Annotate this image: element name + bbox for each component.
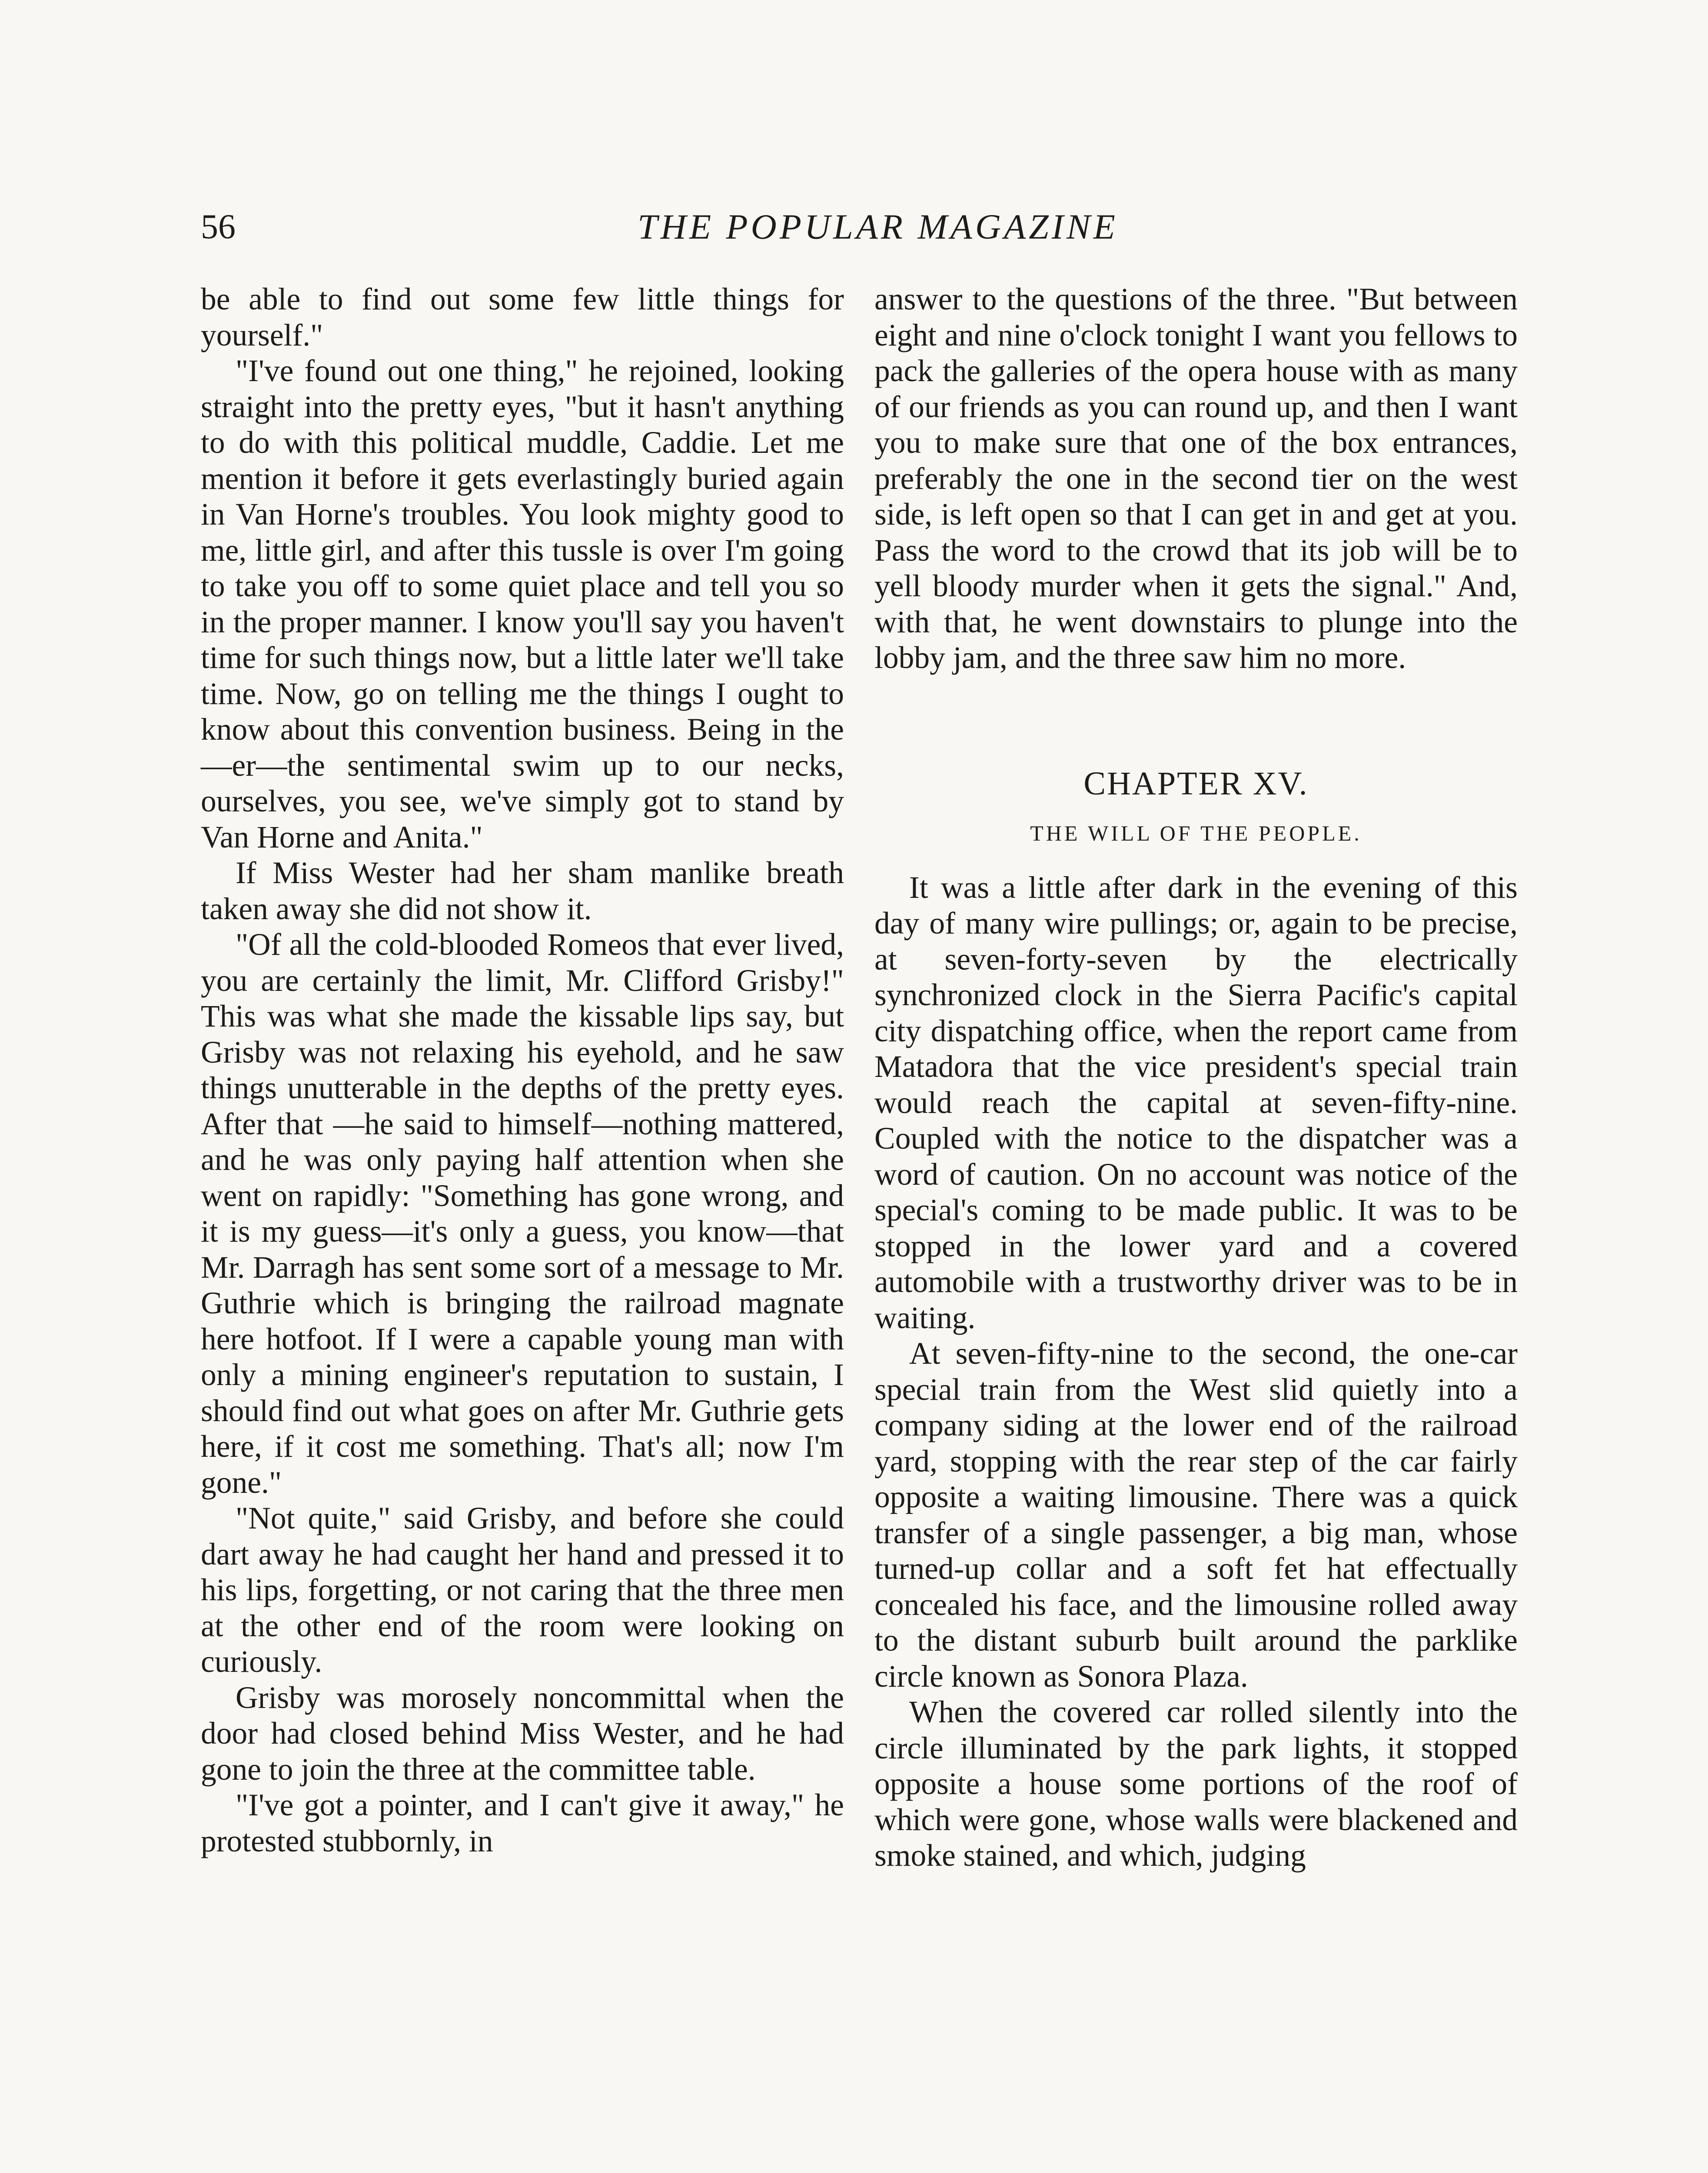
chapter-heading: CHAPTER XV. xyxy=(1083,765,1309,802)
paragraph: If Miss Wester had her sham manlike breath taken away she did not show it. xyxy=(201,856,844,926)
paragraph: It was a little after dark in the evening of this day of many wire pullings; or, again to be precise, at seven-forty-seven by the electrically synchronized clock in the Sierra Pacific's capital city dispatching office, when the report came from Matadora that the vice president's special train would reach the capital at seven-fifty-nine. Coupled with the notice to the dispatcher was a word of caution. On no account was notice of the special's coming to be made public. It was to be stopped in the lower yard and a covered automobile with a trustworthy driver was to be in waiting. xyxy=(874,870,1518,1335)
paragraph: At seven-fifty-nine to the second, the one-car special train from the West slid quietly into a company siding at the lower end of the railroad yard, stopping with the rear step of the car fairly opposite a waiting limousine. There was a quick transfer of a single passenger, a big man, whose turned-up collar and a soft fet hat effectually concealed his face, and the limousine rolled away to the distant suburb built around the parklike circle known as Sonora Plaza. xyxy=(874,1336,1518,1694)
paragraph: "Of all the cold-blooded Romeos that ever lived, you are certainly the limit, Mr. Clifford Grisby!" This was what she made the kissable lips say, but Grisby was not relaxing his eyehold, and he saw things unutterable in the depths of the pretty eyes. After that —he said to himself—nothing mattered, and he was only paying half attention when she went on rapidly: "Something has gone wrong, and it is my guess—it's only a guess, you know—that Mr. Darragh has sent some sort of a message to Mr. Guthrie which is bringing the railroad magnate here hotfoot. If I were a capable young man with only a mining engineer's reputation to sustain, I should find out what goes on after Mr. Guthrie gets here, if it cost me something. That's all; now I'm gone." xyxy=(201,927,844,1500)
paragraph: Grisby was morosely noncommittal when the door had closed behind Miss Wester, and he had gone to join the three at the committee table. xyxy=(201,1680,844,1787)
paragraph: When the covered car rolled silently into the circle illuminated by the park lights, it stopped opposite a house some portions of the roof of which were gone, whose walls were blackened and smoke stained, and which, judging xyxy=(874,1695,1518,1873)
paragraph: "I've got a pointer, and I can't give it away," he protested stubbornly, in xyxy=(201,1788,844,1858)
paragraph: answer to the questions of the three. "But between eight and nine o'clock tonight I want you fellows to pack the galleries of the opera house with as many of our friends as you can round up, and then I want you to make sure that one of the box entrances, preferably the one in the second tier on the west side, is left open so that I can get in and get at you. Pass the word to the crowd that its job will be to yell bloody murder when it gets the signal." And, with that, he went downstairs to plunge into the lobby jam, and the three saw him no more. xyxy=(874,282,1518,675)
paragraph: "I've found out one thing," he rejoined, looking straight into the pretty eyes, "but it hasn't anything to do with this political muddle, Caddie. Let me mention it before it gets everlastingly buried again in Van Horne's troubles. You look mighty good to me, little girl, and after this tussle is over I'm going to take you off to some quiet place and tell you so in the proper manner. I know you'll say you haven't time for such things now, but a little later we'll take time. Now, go on telling me the things I ought to know about this convention business. Being in the—er—the sentimental swim up to our necks, ourselves, you see, we've simply got to stand by Van Horne and Anita." xyxy=(201,354,844,854)
page-number: 56 xyxy=(201,208,236,246)
running-title: THE POPULAR MAGAZINE xyxy=(638,207,1118,246)
paragraph: be able to find out some few little things for yourself." xyxy=(201,282,844,352)
right-column xyxy=(874,282,1518,1874)
paragraph: "Not quite," said Grisby, and before she could dart away he had caught her hand and pressed it to his lips, forgetting, or not caring that the three men at the other end of the room were looking on curiously. xyxy=(201,1501,844,1679)
chapter-subtitle: THE WILL OF THE PEOPLE. xyxy=(1030,821,1362,845)
left-column xyxy=(201,282,844,1859)
